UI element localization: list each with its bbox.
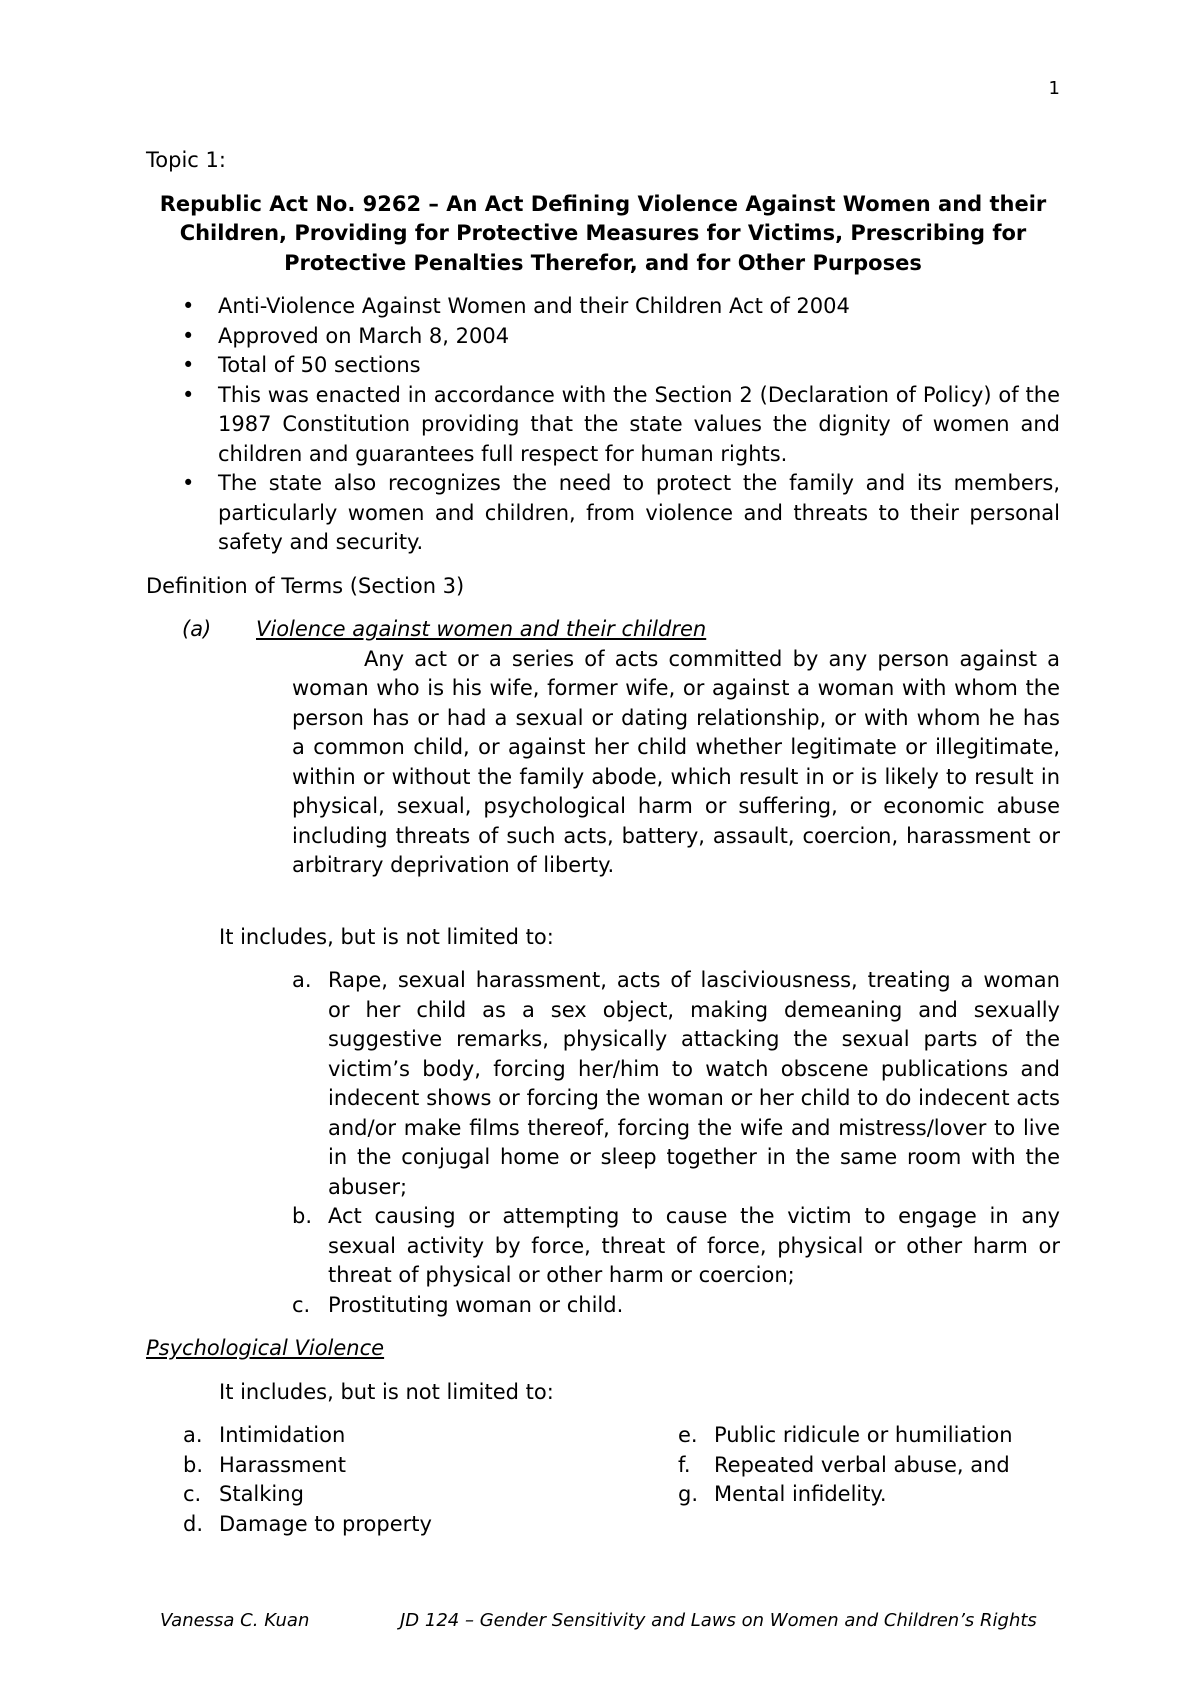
list-item (678, 1451, 1013, 1481)
psychological-item-columns (146, 1421, 1060, 1541)
psychological-includes-label: It includes, but is not limited to: (219, 1379, 554, 1404)
list-item-text: Harassment (219, 1452, 346, 1477)
bullet-item: • Approved on March 8, 2004 (218, 322, 1060, 352)
term-title: Violence against women and their children (256, 617, 707, 641)
list-item (678, 1421, 1013, 1451)
term-a-definition: Any act or a series of acts committed by any person against a woman who is his wife, former wife, or against a woman with whom the person has or had a sexual or dating relationship, or with whom he has a common child, or against her child whether legitimate or illegitimate, within or without the family abode, which result in or is likely to result in physical, sexual, psychological harm or suffering, or economic abuse including threats of such acts, battery, assault, coercion, harassment or arbitrary deprivation of liberty. (292, 646, 1060, 877)
list-item (292, 1202, 1060, 1291)
list-item-text: Repeated verbal abuse, and (714, 1452, 1010, 1477)
term-letter: (a) (182, 617, 212, 641)
list-marker: f. (678, 1452, 691, 1477)
term-a-item-list (146, 966, 1060, 1320)
topic-label: Topic 1: (146, 148, 226, 172)
psychological-violence-heading: Psychological Violence (146, 1336, 385, 1360)
list-item (678, 1480, 1013, 1510)
list-item-text: Intimidation (219, 1423, 346, 1447)
list-item (183, 1510, 432, 1540)
page-content (146, 146, 1060, 1541)
list-marker: a. (292, 968, 312, 992)
psychological-right-column (678, 1421, 1013, 1510)
list-item-text: Stalking (219, 1482, 304, 1506)
list-item (183, 1480, 432, 1510)
bullet-item: • Total of 50 sections (218, 351, 1060, 381)
document-title: Republic Act No. 9262 – An Act Defining Violence Against Women and their Children, Providing for Protective Measures for Victims, Prescribing for Protective Penalties Therefor, and for Other Purposes (159, 191, 1047, 275)
bullet-item: • Anti-Violence Against Women and their Children Act of 2004 (218, 292, 1060, 322)
page-number: 1 (1048, 78, 1060, 99)
list-item-text: Rape, sexual harassment, acts of lasciviousness, treating a woman or her child as a sex object, making demeaning and sexually suggestive remarks, physically attacking the sexual parts of the victim’s body, forcing her/him to watch obscene publications and indecent shows or forcing the woman or her child to do indecent acts and/or make films thereof, forcing the wife and mistress/lover to live in the conjugal home or sleep together in the same room with the abuser; (328, 968, 1060, 1199)
footer-course: JD 124 – Gender Sensitivity and Laws on Women and Children’s Rights (400, 1610, 1037, 1631)
list-item (292, 966, 1060, 1202)
list-marker: d. (183, 1511, 204, 1536)
list-marker: c. (292, 1292, 311, 1317)
list-item-text: Prostituting woman or child. (328, 1292, 624, 1317)
summary-bullet-list (146, 292, 1060, 558)
psychological-left-column (183, 1421, 432, 1539)
list-marker: e. (678, 1423, 698, 1447)
term-a-includes-label: It includes, but is not limited to: (219, 924, 554, 949)
list-marker: c. (183, 1482, 202, 1506)
footer-author: Vanessa C. Kuan (160, 1610, 310, 1631)
list-marker: b. (292, 1204, 313, 1228)
list-item-text: Damage to property (219, 1511, 432, 1536)
list-item (183, 1451, 432, 1481)
bullet-item: • This was enacted in accordance with the Section 2 (Declaration of Policy) of the 1987 Constitution providing that the state values the dignity of women and children and guarantees full respect for human rights. (218, 381, 1060, 470)
term-a-heading (182, 615, 1060, 645)
list-item (183, 1421, 432, 1451)
list-marker: a. (183, 1423, 203, 1447)
list-item-text: Public ridicule or humiliation (714, 1423, 1013, 1447)
list-marker: b. (183, 1452, 204, 1477)
list-item-text: Act causing or attempting to cause the victim to engage in any sexual activity by force, threat of force, physical or other harm or threat of physical or other harm or coercion; (328, 1204, 1060, 1287)
list-item-text: Mental infidelity. (714, 1482, 887, 1506)
list-item (292, 1291, 1060, 1321)
list-marker: g. (678, 1482, 699, 1506)
bullet-item: • The state also recognizes the need to protect the family and its members, particularly women and children, from violence and threats to their personal safety and security. (218, 469, 1060, 558)
definitions-heading: Definition of Terms (Section 3) (146, 573, 465, 598)
